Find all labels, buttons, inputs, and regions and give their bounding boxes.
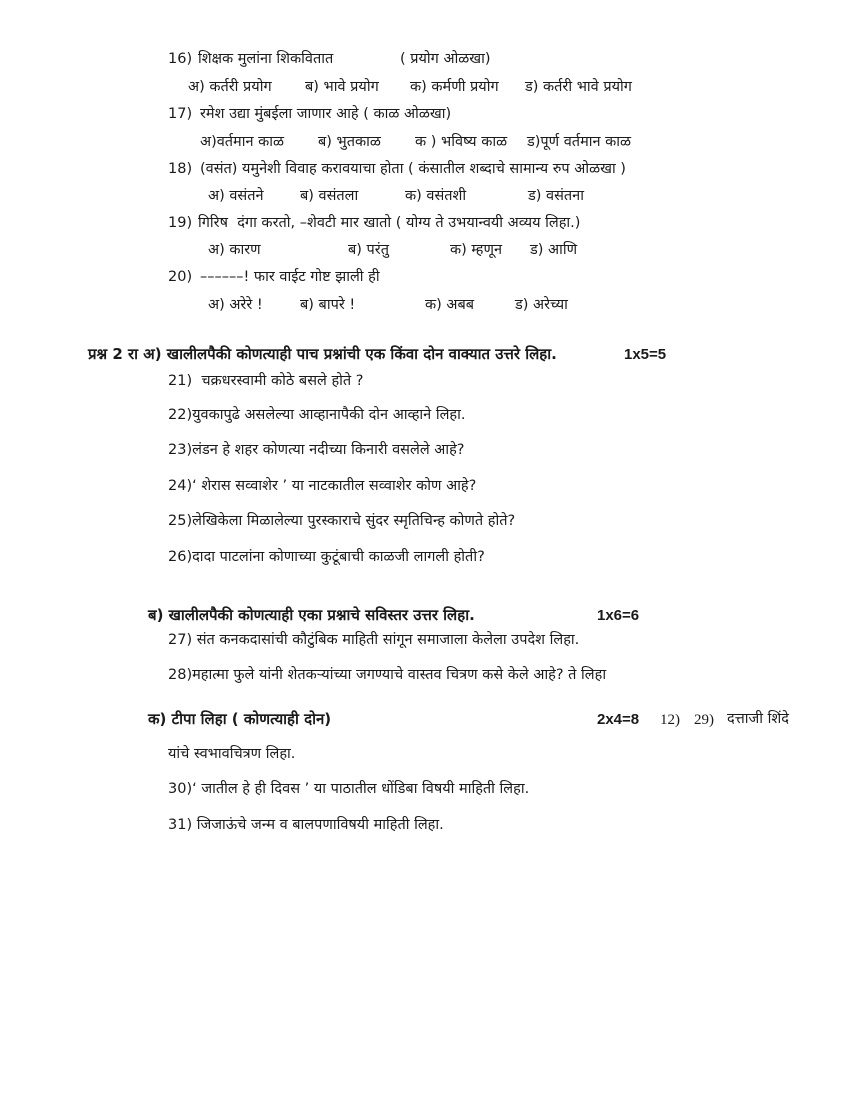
q19-option-c: क) म्हणून	[450, 242, 503, 258]
q19-text: गिरिष दंगा करतो, –शेवटी मार खातो ( योग्य ते उभयान्वयी अव्यय लिहा.)	[198, 215, 581, 231]
q16-option-c: क) कर्मणी प्रयोग	[410, 79, 499, 95]
q20-text: ––––––! फार वाईट गोष्ट झाली ही	[200, 269, 380, 285]
q18-option-b: ब) वसंतला	[300, 188, 359, 204]
question-23: 23)लंडन हे शहर कोणत्या नदीच्या किनारी वसलेले आहे?	[168, 442, 465, 458]
question-27: 27) संत कनकदासांची कौटुंबिक माहिती सांगून समाजाला केलेला उपदेश लिहा.	[168, 632, 580, 648]
q16-hint: ( प्रयोग ओळखा)	[400, 51, 491, 67]
question-29-continued: यांचे स्वभावचित्रण लिहा.	[168, 746, 296, 762]
q20-option-a: अ) अरेरे !	[208, 297, 263, 313]
section-c-marks: 2x4=8	[597, 711, 640, 728]
q18-text: (वसंत) यमुनेशी विवाह करावयाचा होता ( कंसातील शब्दाचे सामान्य रुप ओळखा )	[200, 161, 626, 177]
question-21: 21) चक्रधरस्वामी कोठे बसले होते ?	[168, 373, 364, 389]
section-b-marks: 1x6=6	[597, 607, 640, 624]
question-24: 24)‘ शेरास सव्वाशेर ’ या नाटकातील सव्वाशेर कोण आहे?	[168, 478, 477, 494]
q19-option-d: ड) आणि	[530, 242, 578, 258]
q16-option-d: ड) कर्तरी भावे प्रयोग	[525, 79, 632, 95]
q18-option-a: अ) वसंतने	[208, 188, 264, 204]
q17-number: 17)	[168, 106, 193, 122]
q17-option-a: अ)वर्तमान काळ	[200, 134, 285, 150]
section-a-heading: प्रश्न 2 रा अ) खालीलपैकी कोणत्याही पाच प्रश्नांची एक किंवा दोन वाक्यात उत्तरे लिहा.	[88, 345, 557, 363]
q20-option-d: ड) अरेच्या	[515, 297, 568, 313]
question-29-start: दत्ताजी शिंदे	[727, 711, 789, 727]
question-31: 31) जिजाऊंचे जन्म व बालपणाविषयी माहिती लिहा.	[168, 817, 444, 833]
section-a-marks: 1x5=5	[624, 346, 667, 363]
stray-number: 12)	[660, 712, 680, 728]
question-29-number: 29)	[694, 712, 714, 728]
q18-number: 18)	[168, 161, 193, 177]
q17-option-b: ब) भुतकाळ	[318, 134, 381, 150]
q20-number: 20)	[168, 269, 193, 285]
question-28: 28)महात्मा फुले यांनी शेतकऱ्यांच्या जगण्याचे वास्तव चित्रण कसे केले आहे? ते लिहा	[168, 667, 607, 683]
q19-option-b: ब) परंतु	[348, 242, 389, 258]
q16-option-b: ब) भावे प्रयोग	[305, 79, 379, 95]
section-b-heading: ब) खालीलपैकी कोणत्याही एका प्रश्नाचे सविस्तर उत्तर लिहा.	[148, 606, 475, 624]
q18-option-c: क) वसंतशी	[405, 188, 467, 204]
q17-text: रमेश उद्या मुंबईला जाणार आहे ( काळ ओळखा)	[200, 106, 452, 122]
q19-number: 19)	[168, 215, 193, 231]
q20-option-b: ब) बापरे !	[300, 297, 356, 313]
q16-option-a: अ) कर्तरी प्रयोग	[188, 79, 272, 95]
q16-text: शिक्षक मुलांना शिकवितात	[198, 51, 334, 67]
q17-option-d: ड)पूर्ण वर्तमान काळ	[527, 134, 632, 150]
section-c-heading: क) टीपा लिहा ( कोणत्याही दोन)	[148, 710, 332, 728]
q18-option-d: ड) वसंतना	[528, 188, 584, 204]
q17-option-c: क ) भविष्य काळ	[415, 134, 508, 150]
question-26: 26)दादा पाटलांना कोणाच्या कुटूंबाची काळजी लागली होती?	[168, 549, 485, 565]
question-22: 22)युवकापुढे असलेल्या आव्हानापैकी दोन आव्हाने लिहा.	[168, 407, 466, 423]
q19-option-a: अ) कारण	[208, 242, 261, 258]
q20-option-c: क) अबब	[425, 297, 475, 313]
question-30: 30)‘ जातील हे ही दिवस ’ या पाठातील धोंडिबा विषयी माहिती लिहा.	[168, 781, 530, 797]
question-25: 25)लेखिकेला मिळालेल्या पुरस्काराचे सुंदर स्मृतिचिन्ह कोणते होते?	[168, 513, 516, 529]
q16-number: 16)	[168, 51, 193, 67]
